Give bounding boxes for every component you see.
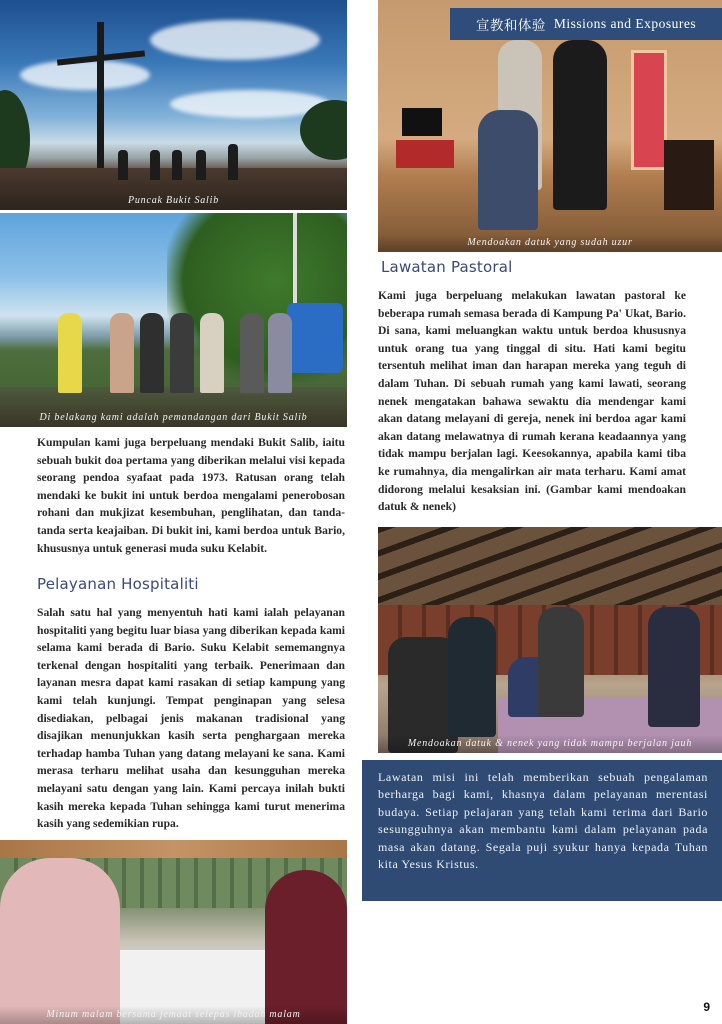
- person-figure: [58, 313, 82, 393]
- person-figure: [538, 607, 584, 717]
- closing-summary-box: [362, 760, 722, 901]
- cloud-shape: [20, 60, 150, 90]
- cloud-shape: [150, 20, 320, 60]
- person-figure: [448, 617, 496, 737]
- intro-paragraph: Kumpulan kami juga berpeluang mendaki Bukit Salib, iaitu sebuah bukit doa pertama yang diberikan melalui visi kepada seorang pendoa syafaat pada 1973. Ratusan orang telah mendaki ke bukit ini untuk berdoa mengalami penerobosan rohani dan mukjizat kesembuhan, penglihatan, dan tanda-tanda serta keajaiban. Di bukit ini, kami berdoa untuk Bario, khususnya untuk generasi muda suku Kelabit.: [37, 436, 345, 555]
- photo-caption: Puncak Bukit Salib: [127, 195, 220, 206]
- hiker-figure: [118, 150, 128, 180]
- person-figure: [268, 313, 292, 393]
- photo-caption: Minum malam bersama jemaat selepas ibadah malam: [0, 1006, 347, 1024]
- person-figure: [110, 313, 134, 393]
- person-figure: [265, 870, 347, 1024]
- hiker-figure: [150, 150, 160, 180]
- person-figure: [553, 40, 607, 210]
- photo-dinner-fellowship: [0, 840, 347, 1024]
- section-header: [450, 8, 722, 40]
- person-figure: [200, 313, 224, 393]
- header-english: Missions and Exposures: [553, 16, 697, 31]
- photo-puncak-bukit-salib: [0, 0, 347, 210]
- television-shape: [402, 108, 442, 136]
- photo-caption: Mendoakan datuk yang sudah uzur: [378, 234, 722, 252]
- water-tank: [287, 303, 343, 373]
- chair-shape: [664, 140, 714, 210]
- photo-gathering-prayer: [378, 527, 722, 753]
- page-number: 9: [703, 1000, 710, 1014]
- hiker-figure: [228, 144, 238, 180]
- roof-rafters: [378, 527, 722, 607]
- hospitality-body: Salah satu hal yang menyentuh hati kami ialah pelayanan hospitaliti yang begitu luar biasa yang diberikan kepada kami selama kami berada di Bario. Suku Kelabit sememangnya terkenal dengan hospitaliti yang terbaik. Penerimaan dan layanan mesra dapat kami rasakan di setiap kampung yang kami telah kunjungi. Tempat penginapan yang selesa disediakan, pelbagai jenis makanan tradisional yang disajikan menunjukkan kasih serta penghargaan mereka terhadap hamba Tuhan yang datang melayani ke sana. Kami merasa terharu melihat usaha dan kesungguhan mereka melayani satu dengan yang lain. Kami percaya inilah bukti kasih mereka kepada Tuhan sehingga kami turut menerima kasih yang sedemikian rupa.: [37, 606, 345, 831]
- person-figure: [0, 858, 120, 1024]
- photo-viewpoint-group: [0, 213, 347, 427]
- hiker-figure: [196, 150, 206, 180]
- person-figure: [648, 607, 700, 727]
- cross-post: [97, 22, 104, 190]
- hiker-figure: [172, 150, 182, 180]
- photo-caption: Mendoakan datuk & nenek yang tidak mampu berjalan jauh: [378, 735, 722, 753]
- header-chinese: 宣教和体验: [475, 18, 546, 33]
- closing-text: Lawatan misi ini telah memberikan sebuah pengalaman berharga bagi kami, khasnya dalam pelayanan merentasi budaya. Setiap pelajaran yang telah kami terima dari Bario sesungguhnya akan membantu kami dalam pelayanan pada masa akan datang. Segala puji syukur hanya kepada Tuhan kita Yesus Kristus.: [378, 770, 708, 872]
- hospitality-title: Pelayanan Hospitaliti: [37, 575, 199, 593]
- door-shape: [631, 50, 667, 170]
- table-shape: [396, 140, 454, 168]
- person-figure: [240, 313, 264, 393]
- pastoral-title: Lawatan Pastoral: [381, 258, 513, 276]
- person-figure: [140, 313, 164, 393]
- photo-caption: Di belakang kami adalah pemandangan dari Bukit Salib: [39, 412, 308, 423]
- person-figure: [170, 313, 194, 393]
- pastoral-body: Kami juga berpeluang melakukan lawatan pastoral ke beberapa rumah semasa berada di Kampung Pa' Ukat, Bario. Di sana, kami meluangkan waktu untuk berdoa khususnya untuk orang tua yang tinggal di situ. Hati kami begitu tersentuh melihat iman dan harapan mereka yang teguh di dalam Tuhan. Di sebuah rumah yang kami lawati, seorang nenek mengatakan bahawa sewaktu dia mendengar kami akan datang melayani di gereja, nenek ini berdoa agar kami akan datang melawatnya di rumah kerana keadaannya yang tidak mampu berjalan lagi. Keesokannya, apabila kami tiba ke rumahnya, dia mengalirkan air mata terharu. Kami amat didorong melalui kesaksian ini. (Gambar kami mendoakan datuk & nenek): [378, 289, 686, 514]
- elder-figure: [478, 110, 538, 230]
